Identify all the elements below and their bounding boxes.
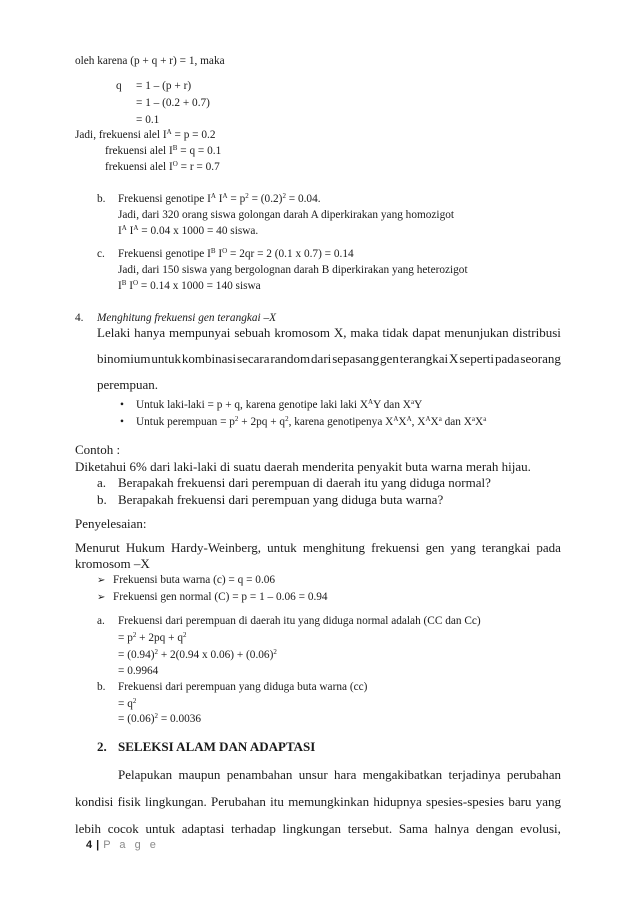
- equation-line: = $(0.06)^2 = 0.0036$: [118, 712, 202, 725]
- word: baru: [508, 794, 532, 809]
- word: terhadap: [231, 821, 276, 836]
- word: kromosom: [274, 325, 330, 340]
- list-marker: 4.: [75, 312, 84, 324]
- word: maka: [350, 325, 379, 340]
- list-item: ➢ Frekuensi buta warna (c) = q = 0.06: [97, 574, 276, 586]
- equation-q-label: q: [116, 80, 122, 92]
- justified-line: [75, 822, 561, 836]
- word: X,: [333, 325, 347, 340]
- text-line: frekuensi alel $I^O = r = 0.7$: [105, 160, 220, 173]
- text-line: $I^B$ $I^O = 0.14$ x 1000 = 140 siswa: [118, 279, 261, 292]
- text-line: Frekuensi genotipe $I^B$ $I^O = 2qr = 2$ (0.1 x 0.7) = 0.14: [118, 247, 354, 260]
- word: terjadinya: [448, 767, 501, 782]
- word: untuk: [151, 351, 181, 366]
- list-marker: b.: [97, 681, 106, 693]
- list-marker: b.: [97, 492, 107, 507]
- word: lebih: [75, 821, 101, 836]
- word: tersebut.: [347, 821, 393, 836]
- text-line: Frekuensi dari perempuan yang diduga buta warna (cc): [118, 681, 368, 693]
- word: seperti: [459, 351, 495, 366]
- word: mempunyai: [169, 325, 231, 340]
- equation-line: = 1 – (p + r): [136, 80, 192, 92]
- word: gen: [380, 351, 399, 366]
- list-marker: b.: [97, 193, 106, 205]
- equation-line: = $q^2$: [118, 697, 137, 710]
- text-line: Jadi, dari 150 siswa yang bergolognan darah B diperkirakan yang heterozigot: [118, 264, 468, 276]
- list-item: • Untuk laki-laki = p + q, karena genotipe laki laki $X^AY$ dan $X^aY$: [120, 398, 423, 411]
- word: pada: [536, 540, 561, 555]
- word: dengan: [475, 821, 514, 836]
- word: mengakibatkan: [362, 767, 443, 782]
- arrow-bullet-icon: ➢: [97, 592, 106, 603]
- text-line: oleh karena (p + q + r) = 1, maka: [75, 55, 225, 67]
- word: evolusi,: [520, 821, 561, 836]
- equation-line: = 1 – (0.2 + 0.7): [136, 97, 210, 109]
- equation-line: = $p^2 + 2pq + q^2$: [118, 631, 187, 644]
- word: menghitung: [302, 540, 365, 555]
- arrow-bullet-icon: ➢: [97, 575, 106, 586]
- word: lingkungan: [282, 821, 342, 836]
- word: yang: [535, 794, 561, 809]
- word: spesies-spesies: [426, 794, 505, 809]
- text-line: Jadi, frekuensi alel $I^A = p = 0.2$: [75, 128, 216, 141]
- list-marker: a.: [97, 475, 107, 490]
- text-line: Diketahui 6% dari laki-laki di suatu daerah menderita penyakit buta warna merah hijau.: [75, 459, 531, 474]
- word: yang: [450, 540, 476, 555]
- word: menunjukan: [444, 325, 509, 340]
- word: gen: [425, 540, 445, 555]
- word: secara: [237, 351, 270, 366]
- word: Menurut: [75, 540, 120, 555]
- word: pada: [494, 351, 520, 366]
- equation-line: = $(0.94)^2 + 2(0.94$ x $0.06) + (0.06)^2$: [118, 648, 277, 661]
- word: random: [270, 351, 311, 366]
- word: hara: [334, 767, 357, 782]
- text-line: Jadi, dari 320 orang siswa golongan darah A diperkirakan yang homozigot: [118, 209, 455, 221]
- word: Lelaki: [97, 325, 131, 340]
- word: hanya: [134, 325, 166, 340]
- word: maupun: [178, 767, 221, 782]
- word: frekuensi: [371, 540, 420, 555]
- word: sepasang: [332, 351, 380, 366]
- justified-line: [118, 768, 561, 782]
- text-line: Contoh :: [75, 442, 121, 457]
- section-heading: SELEKSI ALAM DAN ADAPTASI: [118, 739, 316, 754]
- word: fisik: [117, 794, 141, 809]
- word: lingkungan.: [144, 794, 207, 809]
- text-line: $I^A$ $I^A = 0.04$ x 1000 = 40 siswa.: [118, 224, 259, 237]
- text-line: Berapakah frekuensi dari perempuan yang diduga buta warna?: [118, 492, 444, 507]
- text-line: Frekuensi genotipe $I^A$ $I^A = p^2 = (0.2)^2 = 0.04$.: [118, 192, 321, 205]
- word: halnya: [434, 821, 470, 836]
- word: kombinasi: [181, 351, 237, 366]
- word: Sama: [398, 821, 428, 836]
- word: untuk: [145, 821, 176, 836]
- page-footer: [86, 838, 159, 852]
- word: sebuah: [234, 325, 271, 340]
- equation-line: = 0.1: [136, 114, 160, 126]
- word: untuk: [267, 540, 297, 555]
- footer-separator: |: [96, 839, 100, 851]
- bullet-icon: •: [120, 416, 124, 428]
- word: tidak: [382, 325, 409, 340]
- equation-line: = 0.9964: [118, 665, 159, 677]
- word: cocok: [107, 821, 139, 836]
- word: hidupnya: [373, 794, 422, 809]
- section-heading: Menghitung frekuensi gen terangkai –X: [97, 312, 277, 324]
- word: Perubahan: [211, 794, 266, 809]
- list-item: ➢ Frekuensi gen normal (C) = p = 1 – 0.06 = 0.94: [97, 591, 328, 603]
- word: dari: [311, 351, 332, 366]
- text-line: frekuensi alel $I^B = q = 0.1$: [105, 144, 222, 157]
- text-line: perempuan.: [97, 377, 159, 392]
- word: adaptasi: [181, 821, 225, 836]
- justified-line: [75, 541, 561, 555]
- list-marker: a.: [97, 615, 105, 627]
- text-line: Berapakah frekuensi dari perempuan di daerah itu yang diduga normal?: [118, 475, 491, 490]
- word: Hukum: [125, 540, 165, 555]
- word: distribusi: [512, 325, 561, 340]
- justified-line: [97, 326, 561, 340]
- word: terangkai: [481, 540, 531, 555]
- word: binomium: [97, 351, 151, 366]
- bullet-icon: •: [120, 399, 124, 411]
- word: memungkinkan: [288, 794, 370, 809]
- word: itu: [270, 794, 284, 809]
- section-number: 2.: [97, 739, 107, 754]
- word: X: [449, 351, 459, 366]
- word: kondisi: [75, 794, 114, 809]
- list-marker: c.: [97, 248, 105, 260]
- text-line: Frekuensi dari perempuan di daerah itu yang diduga normal adalah (CC dan Cc): [118, 615, 481, 627]
- page-number: 4: [86, 839, 93, 851]
- word: dapat: [412, 325, 441, 340]
- word: terangkai: [399, 351, 449, 366]
- word: penambahan: [226, 767, 293, 782]
- word: Pelapukan: [118, 767, 173, 782]
- text-line: kromosom –X: [75, 556, 150, 571]
- text-line: Penyelesaian:: [75, 516, 147, 531]
- word: perubahan: [506, 767, 561, 782]
- justified-line: [75, 795, 561, 809]
- list-item: • Untuk perempuan = $p^2 + 2pq + q^2$, karena genotipenya $X^AX^A$, $X^AX^a$ dan $X^aX^a$: [120, 415, 487, 428]
- word: unsur: [298, 767, 328, 782]
- word: Hardy-Weinberg,: [171, 540, 262, 555]
- word: seorang: [520, 351, 561, 366]
- page-label: P a g e: [103, 839, 159, 851]
- justified-line: [97, 352, 561, 366]
